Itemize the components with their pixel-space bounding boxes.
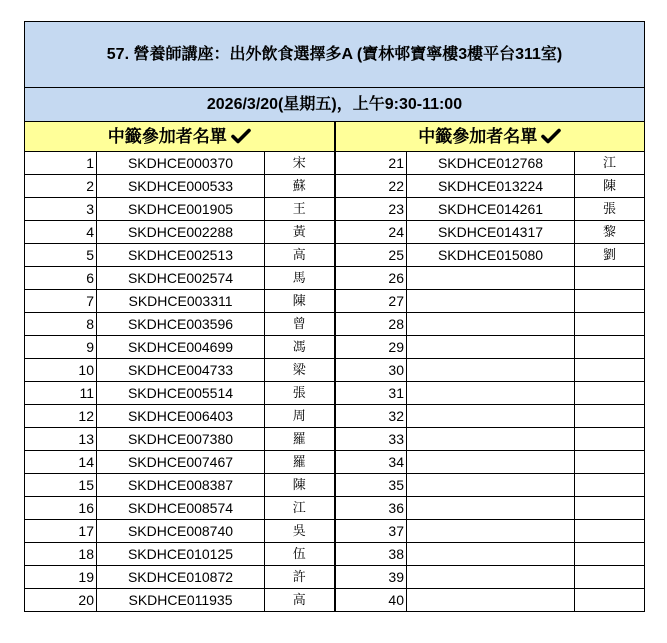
participant-code: SKDHCE007467 (97, 451, 265, 474)
participant-code: SKDHCE002513 (97, 244, 265, 267)
table-row (25, 428, 645, 451)
participant-code: SKDHCE004699 (97, 336, 265, 359)
participant-surname: 許 (265, 566, 335, 589)
checkmark-icon (541, 128, 561, 144)
participant-surname: 宋 (265, 152, 335, 175)
entry-number: 13 (25, 428, 97, 451)
entry-number: 36 (335, 497, 407, 520)
participant-code (407, 520, 575, 543)
column-header-left (25, 122, 335, 152)
table-row (25, 221, 645, 244)
participant-surname (575, 405, 645, 428)
participant-code: SKDHCE003596 (97, 313, 265, 336)
participant-surname: 劉 (575, 244, 645, 267)
participant-code: SKDHCE014317 (407, 221, 575, 244)
participant-surname: 伍 (265, 543, 335, 566)
participant-surname (575, 543, 645, 566)
participant-surname (575, 336, 645, 359)
participant-surname: 王 (265, 198, 335, 221)
entry-number: 28 (335, 313, 407, 336)
entry-number: 2 (25, 175, 97, 198)
entry-number: 27 (335, 290, 407, 313)
participant-code: SKDHCE004733 (97, 359, 265, 382)
participant-code (407, 290, 575, 313)
table-row (25, 267, 645, 290)
entry-number: 29 (335, 336, 407, 359)
participant-surname: 陳 (575, 175, 645, 198)
entry-number: 6 (25, 267, 97, 290)
participant-code: SKDHCE010872 (97, 566, 265, 589)
participant-surname (575, 520, 645, 543)
entry-number: 3 (25, 198, 97, 221)
entry-number: 10 (25, 359, 97, 382)
entry-number: 16 (25, 497, 97, 520)
participant-surname (575, 589, 645, 612)
participant-code (407, 405, 575, 428)
participant-surname (575, 313, 645, 336)
participant-code (407, 451, 575, 474)
entry-number: 34 (335, 451, 407, 474)
participant-table (24, 21, 645, 612)
table-row (25, 198, 645, 221)
participant-surname: 黃 (265, 221, 335, 244)
entry-number: 4 (25, 221, 97, 244)
entry-number: 14 (25, 451, 97, 474)
participant-code: SKDHCE002574 (97, 267, 265, 290)
participant-code: SKDHCE000533 (97, 175, 265, 198)
participant-code: SKDHCE014261 (407, 198, 575, 221)
participant-code: SKDHCE008740 (97, 520, 265, 543)
participant-surname: 高 (265, 244, 335, 267)
entry-number: 23 (335, 198, 407, 221)
entry-number: 32 (335, 405, 407, 428)
entry-number: 25 (335, 244, 407, 267)
participant-surname: 周 (265, 405, 335, 428)
entry-number: 31 (335, 382, 407, 405)
entry-number: 21 (335, 152, 407, 175)
participant-surname: 吳 (265, 520, 335, 543)
participant-code (407, 474, 575, 497)
event-datetime: 2026/3/20(星期五)，上午9:30-11:00 (25, 88, 645, 122)
participant-code: SKDHCE003311 (97, 290, 265, 313)
participant-code: SKDHCE013224 (407, 175, 575, 198)
entry-number: 15 (25, 474, 97, 497)
lottery-result-sheet (24, 21, 644, 612)
entry-number: 26 (335, 267, 407, 290)
participant-code: SKDHCE006403 (97, 405, 265, 428)
participant-code (407, 497, 575, 520)
participant-code (407, 313, 575, 336)
participant-code (407, 336, 575, 359)
entry-number: 8 (25, 313, 97, 336)
participant-code: SKDHCE001905 (97, 198, 265, 221)
participant-surname: 馮 (265, 336, 335, 359)
entry-number: 24 (335, 221, 407, 244)
participant-surname (575, 451, 645, 474)
participant-surname: 馬 (265, 267, 335, 290)
participant-surname: 張 (575, 198, 645, 221)
table-row (25, 359, 645, 382)
table-row (25, 497, 645, 520)
entry-number: 7 (25, 290, 97, 313)
table-row (25, 589, 645, 612)
participant-surname: 曾 (265, 313, 335, 336)
entry-number: 17 (25, 520, 97, 543)
entry-number: 22 (335, 175, 407, 198)
table-row (25, 152, 645, 175)
entry-number: 18 (25, 543, 97, 566)
participant-code: SKDHCE007380 (97, 428, 265, 451)
participant-code: SKDHCE008574 (97, 497, 265, 520)
participant-code (407, 566, 575, 589)
participant-code (407, 543, 575, 566)
participant-code: SKDHCE000370 (97, 152, 265, 175)
participant-surname: 蘇 (265, 175, 335, 198)
table-row (25, 313, 645, 336)
participant-code (407, 267, 575, 290)
participant-code: SKDHCE005514 (97, 382, 265, 405)
table-row (25, 336, 645, 359)
participant-surname (575, 290, 645, 313)
table-row (25, 474, 645, 497)
participant-surname (575, 359, 645, 382)
entry-number: 5 (25, 244, 97, 267)
checkmark-icon (231, 128, 251, 144)
entry-number: 37 (335, 520, 407, 543)
entry-number: 39 (335, 566, 407, 589)
participant-code: SKDHCE012768 (407, 152, 575, 175)
participant-surname: 羅 (265, 428, 335, 451)
participant-surname: 梁 (265, 359, 335, 382)
participant-code: SKDHCE002288 (97, 221, 265, 244)
entry-number: 12 (25, 405, 97, 428)
table-row (25, 290, 645, 313)
entry-number: 35 (335, 474, 407, 497)
entry-number: 19 (25, 566, 97, 589)
participant-surname: 張 (265, 382, 335, 405)
entry-number: 20 (25, 589, 97, 612)
participant-code (407, 359, 575, 382)
column-header-left-label: 中籤參加者名單 (107, 126, 227, 146)
participant-surname: 江 (575, 152, 645, 175)
entry-number: 38 (335, 543, 407, 566)
page-title: 57. 營養師講座：出外飲食選擇多A (寶林邨寶寧樓3樓平台311室) (25, 22, 645, 88)
table-row (25, 244, 645, 267)
table-row (25, 566, 645, 589)
table-row (25, 543, 645, 566)
participant-code: SKDHCE010125 (97, 543, 265, 566)
entry-number: 30 (335, 359, 407, 382)
column-header-right (335, 122, 645, 152)
participant-surname: 黎 (575, 221, 645, 244)
participant-surname: 陳 (265, 290, 335, 313)
table-row (25, 405, 645, 428)
participant-surname (575, 566, 645, 589)
participant-code: SKDHCE011935 (97, 589, 265, 612)
participant-surname: 高 (265, 589, 335, 612)
participant-code: SKDHCE015080 (407, 244, 575, 267)
participant-code (407, 428, 575, 451)
participant-surname (575, 382, 645, 405)
participant-surname: 陳 (265, 474, 335, 497)
participant-surname (575, 497, 645, 520)
entry-number: 9 (25, 336, 97, 359)
participant-surname: 羅 (265, 451, 335, 474)
entry-number: 11 (25, 382, 97, 405)
participant-surname (575, 428, 645, 451)
table-row (25, 382, 645, 405)
entry-number: 40 (335, 589, 407, 612)
table-row (25, 451, 645, 474)
table-row (25, 175, 645, 198)
participant-surname (575, 267, 645, 290)
participant-code (407, 382, 575, 405)
column-header-right-label: 中籤參加者名單 (418, 126, 538, 146)
participant-surname: 江 (265, 497, 335, 520)
entry-number: 33 (335, 428, 407, 451)
entry-number: 1 (25, 152, 97, 175)
participant-code (407, 589, 575, 612)
participant-surname (575, 474, 645, 497)
table-row (25, 520, 645, 543)
participant-code: SKDHCE008387 (97, 474, 265, 497)
